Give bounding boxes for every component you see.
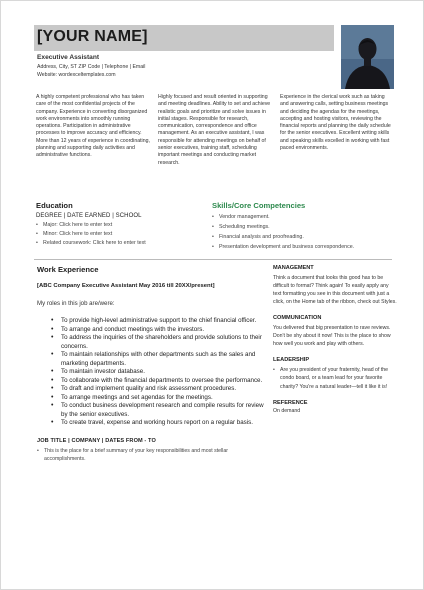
job-heading: [ABC Company Executive Assistant May 2016 till 20XX/present]: [37, 283, 215, 289]
management-block: [273, 265, 397, 306]
leadership-block: [273, 357, 397, 391]
skills-section: [212, 201, 402, 252]
duty-item: • To maintain relationships with other departments such as the sales and marketing departments.: [51, 351, 267, 368]
duty-item: • To address the inquiries of the shareholders and provide solutions to their concerns.: [51, 334, 267, 351]
duty-item: • To collaborate with the financial departments to oversee the performance.: [51, 377, 267, 386]
duty-item: • To arrange and conduct meetings with the investors.: [51, 326, 267, 335]
duty-item: • To arrange meetings and set agendas for the meetings.: [51, 394, 267, 403]
duty-item: • To create travel, expense and working hours report on a regular basis.: [51, 419, 267, 428]
roles-intro: My roles in this job are/were:: [37, 300, 115, 307]
address-line: Address, City, ST ZIP Code | Telephone | Email: [37, 64, 146, 70]
reference-block: [273, 400, 397, 415]
skill-item: • Vendor management.: [212, 212, 402, 222]
summary-col-3: Experience in the clerical work such as taking and answering calls, setting business meetings and deciding the agendas for the meetings, accepting and hosting visitors, reviewing the financial reports and planning the daily schedule for the senior executives. Excellent writing skills and speaking skills excelled in working with fast paced environments.: [280, 94, 391, 152]
website-line: Website: wordexceltemplates.com: [37, 71, 116, 78]
leadership-item[interactable]: • Are you president of your fraternity, head of the condo board, or a team lead for your favorite charity? You're a natural leader—tell it like it is!: [273, 366, 397, 391]
reference-heading: REFERENCE: [273, 399, 308, 406]
sidebar: [273, 265, 397, 424]
skill-item: • Scheduling meetings.: [212, 222, 402, 232]
work-experience-section: [37, 265, 267, 463]
management-heading: MANAGEMENT: [273, 265, 314, 271]
skill-item: • Financial analysis and proofreading.: [212, 232, 402, 242]
section-divider: [34, 259, 392, 260]
reference-text[interactable]: On demand: [273, 407, 301, 414]
duty-item: • To maintain investor database.: [51, 368, 267, 377]
duty-item: • To draft and implement quality and risk assessment procedures.: [51, 385, 267, 394]
duties-list: [37, 317, 267, 428]
leadership-heading: LEADERSHIP: [273, 357, 310, 363]
education-section: [36, 201, 206, 247]
summary-col-1: A highly competent professional who has taken care of the most confidential projects of the company. Experience in converting disorganized work environments into smoothly running operations. Participation in administrative processes to improve accuracy and efficiency. More than 12 years of experience in coordinating, planning and supporting daily activities and administrative functions.: [36, 94, 150, 159]
education-heading: Education: [36, 201, 73, 210]
communication-heading: COMMUNICATION: [273, 315, 322, 321]
communication-text[interactable]: You delivered that big presentation to rave reviews. Don't be shy about it now! This is the place to show how well you work and play with others.: [273, 325, 391, 347]
skill-item: • Presentation development and business correspondence.: [212, 242, 402, 252]
work-heading: Work Experience: [37, 265, 99, 274]
job2-item[interactable]: • This is the place for a brief summary of your key responsibilities and most stellar accomplishments.: [37, 447, 267, 463]
education-list: [36, 221, 206, 247]
contact-info: [37, 64, 145, 79]
duty-item: • To conduct business development research and compile results for review by the senior executives.: [51, 402, 267, 419]
skills-heading: Skills/Core Competencies: [212, 201, 306, 210]
duty-item: • To provide high-level administrative support to the chief financial officer.: [51, 317, 267, 326]
education-item[interactable]: • Major: Click here to enter text: [36, 221, 206, 230]
education-item[interactable]: • Related coursework: Click here to enter text: [36, 239, 206, 248]
job2-list: [37, 447, 267, 463]
job2-heading: JOB TITLE | COMPANY | DATES FROM - TO: [37, 437, 156, 444]
leadership-list: [273, 366, 397, 391]
profile-photo-silhouette-icon: [341, 25, 394, 89]
education-subheading: DEGREE | DATE EARNED | SCHOOL: [36, 213, 142, 219]
education-item[interactable]: • Minor: Click here to enter text: [36, 230, 206, 239]
summary-columns: [36, 94, 396, 167]
job-title: Executive Assistant: [37, 54, 100, 61]
communication-block: [273, 315, 397, 348]
second-job: [37, 438, 267, 463]
skills-list: [212, 212, 402, 252]
summary-col-2: Highly focused and result oriented in supporting and meeting deadlines. Ability to set and achieve realistic goals and prioritize and solve issues in initial stages. Responsible for research, communication, correspondence and office management. As an executive assistant, I was responsible for attending meetings on behalf of senior executives, training staff, scheduling important meetings and conducting market research.: [158, 94, 271, 166]
management-text[interactable]: Think a document that looks this good has to be difficult to format? Think again! To easily apply any text formatting you see in this document with just a click, on the Home tab of the ribbon, check out Styles.: [273, 275, 397, 305]
profile-photo: [341, 25, 394, 89]
candidate-name: [YOUR NAME]: [37, 28, 148, 45]
